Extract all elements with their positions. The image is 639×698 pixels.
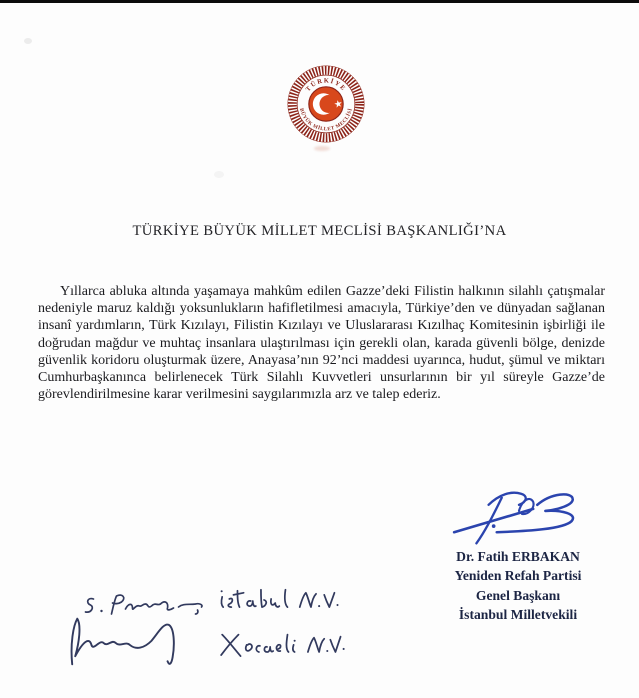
- hand-stroke: [277, 645, 281, 651]
- scan-smudge: [24, 38, 32, 44]
- seal-ring-text-bottom: BÜYÜK MİLLET MECLİSİ: [298, 107, 354, 133]
- scan-smudge: [214, 171, 224, 178]
- star-icon: ★: [332, 98, 344, 111]
- handwritten-constituencies: [214, 583, 362, 671]
- hand-stroke: [293, 645, 295, 652]
- hand-stroke: [308, 638, 324, 652]
- hand-stroke: [271, 599, 279, 607]
- erbakan-signature-svg: [444, 484, 596, 548]
- hand-stroke: [261, 590, 266, 607]
- hand-stroke: [247, 601, 256, 606]
- letter-title: TÜRKİYE BÜYÜK MİLLET MECLİSİ BAŞKANLIĞI’NA: [132, 223, 507, 239]
- hand-dot: [294, 640, 296, 642]
- sig-dot: [492, 524, 496, 528]
- handwritten-signature-left: [58, 609, 200, 673]
- signatory-party: Yeniden Refah Partisi: [454, 568, 582, 584]
- hand-stroke: [285, 590, 288, 607]
- hand-stroke: [324, 593, 334, 607]
- hand-stroke: [221, 635, 240, 656]
- hand-stroke: [246, 644, 252, 651]
- hand-dot: [343, 648, 345, 650]
- handwritten-constituencies-svg: [214, 583, 362, 671]
- signatory-constituency: İstanbul Milletvekili: [458, 607, 578, 623]
- sig-stroke: [489, 493, 526, 505]
- letter-body: Yıllarca abluka altında yaşamaya mahkûm edilen Gazze’deki Filistin halkının silahlı çatışmalar nedeniyle maruz kaldığı yoksunlukların hafifletilmesi amacıyla, Türkiye’den ve dünyadan sağlanan insanî yardımların, Türk Kızılayı, Filistin Kızılayı ve Uluslararası Kızılhaç Komitesinin işbirliği ile doğrudan mağdur ve muhtaç insanlara ulaştırılması için gerekli olan, karada güvenli bölge, denizde güvenlik koridoru oluşturmak üzere, Anayasa’nın 92’nci maddesi uyarınca, hudut, şümul ve miktarı Cumhurbaşkanınca belirlenecek Türk Silahlı Kuvvetleri unsurlarının bir yıl süreyle Gazze’de görevlendirilmesine karar verilmesini saygılarımızla arz ve talep ederiz.: [38, 284, 605, 403]
- sig-stroke: [497, 494, 573, 532]
- hand-dot: [318, 605, 320, 607]
- signatory-role: Genel Başkanı: [475, 587, 561, 603]
- hand-stroke: [228, 598, 232, 607]
- hand-stroke: [330, 637, 340, 652]
- hand-stroke: [72, 619, 174, 665]
- signatory-name: Dr. Fatih ERBAKAN: [456, 549, 580, 564]
- hand-dot: [336, 604, 338, 606]
- seal-ring-text-top: TÜRKİYE: [304, 77, 348, 93]
- hand-stroke: [264, 647, 273, 652]
- scan-edge-bar: [0, 0, 639, 3]
- hand-stroke: [221, 597, 223, 607]
- tbmm-seal-svg: [287, 64, 365, 144]
- hand-stroke: [179, 604, 203, 607]
- hand-stroke: [300, 593, 316, 607]
- tbmm-seal-icon: [287, 64, 365, 144]
- erbakan-signature: [444, 484, 596, 548]
- scan-smudge: [314, 146, 330, 151]
- handwritten-signature-left-svg: [58, 609, 200, 673]
- hand-dot: [221, 590, 223, 592]
- hand-dot: [326, 650, 328, 652]
- hand-stroke: [286, 635, 288, 652]
- hand-stroke: [256, 646, 260, 652]
- hand-stroke: [233, 591, 243, 607]
- signature-block: [418, 547, 618, 625]
